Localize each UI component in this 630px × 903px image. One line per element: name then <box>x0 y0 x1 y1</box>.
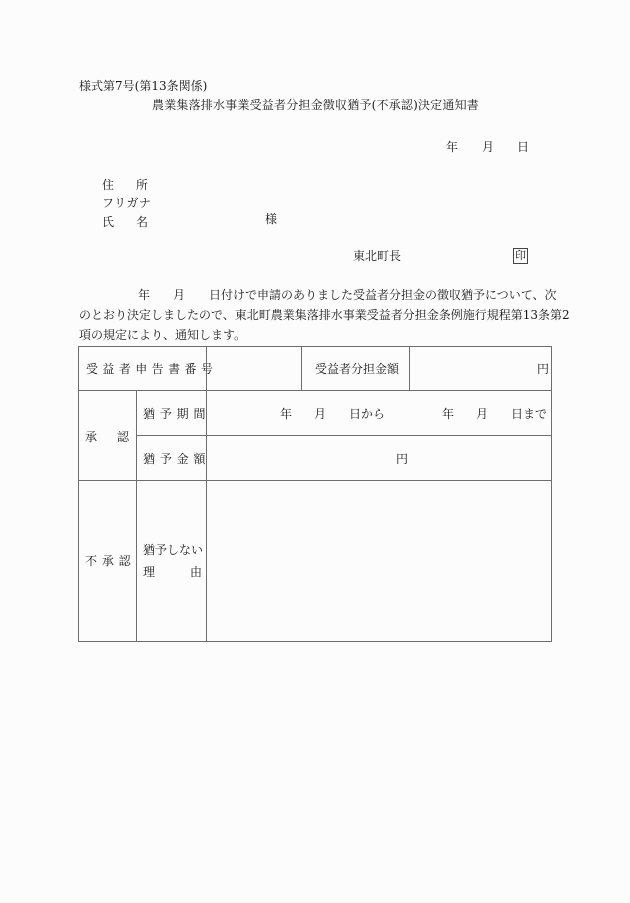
honorific-sama: 様 <box>265 212 278 226</box>
applicant-number-field[interactable] <box>214 363 294 377</box>
col-divider <box>409 347 410 390</box>
date-month-label: 月 <box>482 140 495 154</box>
row-divider <box>136 435 551 436</box>
period-to-day: 日まで <box>511 407 548 421</box>
decision-table <box>78 346 552 642</box>
deferral-amount-unit: 円 <box>396 452 409 466</box>
period-from-year: 年 <box>280 407 293 421</box>
col-divider <box>206 347 207 641</box>
deferral-amount-label: 猶 予 金 額 <box>143 452 206 466</box>
period-to-year: 年 <box>442 407 455 421</box>
col-divider <box>301 347 302 390</box>
body-year: 年 <box>138 288 151 302</box>
body-month: 月 <box>173 288 186 302</box>
burden-amount-label: 受益者分担金額 <box>315 362 400 376</box>
approval-label-2: 認 <box>117 430 130 444</box>
approval-label-1: 承 <box>85 430 98 444</box>
reason-field[interactable] <box>214 489 544 634</box>
reason-label-line2b: 由 <box>190 565 203 579</box>
body-line-3: 項の規定により、通知します。 <box>79 328 247 342</box>
reason-label-line2a: 理 <box>143 565 156 579</box>
date-day-label: 日 <box>517 140 530 154</box>
deferral-period-label: 猶 予 期 間 <box>143 407 206 421</box>
document-title: 農業集落排水事業受益者分担金徴収猶予(不承認)決定通知書 <box>152 98 479 112</box>
body-line-2: のとおり決定しましたので、東北町農業集落排水事業受益者分担金条例施行規程第13条第2 <box>79 308 570 322</box>
row-divider <box>79 480 551 481</box>
issuer-title: 東北町長 <box>353 249 402 263</box>
body-line-1 <box>79 285 557 305</box>
period-to-month: 月 <box>476 407 489 421</box>
issue-date <box>446 138 536 152</box>
reason-label-line1: 猶予しない <box>143 543 204 557</box>
applicant-number-label: 受 益 者 申 告 書 番 号 <box>86 362 214 376</box>
disapproval-label: 不 承 認 <box>85 554 132 568</box>
seal-icon: 印 <box>515 249 526 262</box>
date-year-label: 年 <box>446 140 459 154</box>
row-divider <box>79 390 551 391</box>
body-line1-text: 日付けで申請のありました受益者分担金の徴収猶予について、次 <box>209 288 557 302</box>
col-divider <box>136 390 137 641</box>
furigana-label: フリガナ <box>102 196 152 210</box>
notice-body <box>79 285 570 345</box>
period-from-day: 日から <box>349 407 386 421</box>
burden-amount-unit: 円 <box>537 362 550 376</box>
form-number: 様式第7号(第13条関係) <box>79 79 208 93</box>
period-from-month: 月 <box>314 407 327 421</box>
